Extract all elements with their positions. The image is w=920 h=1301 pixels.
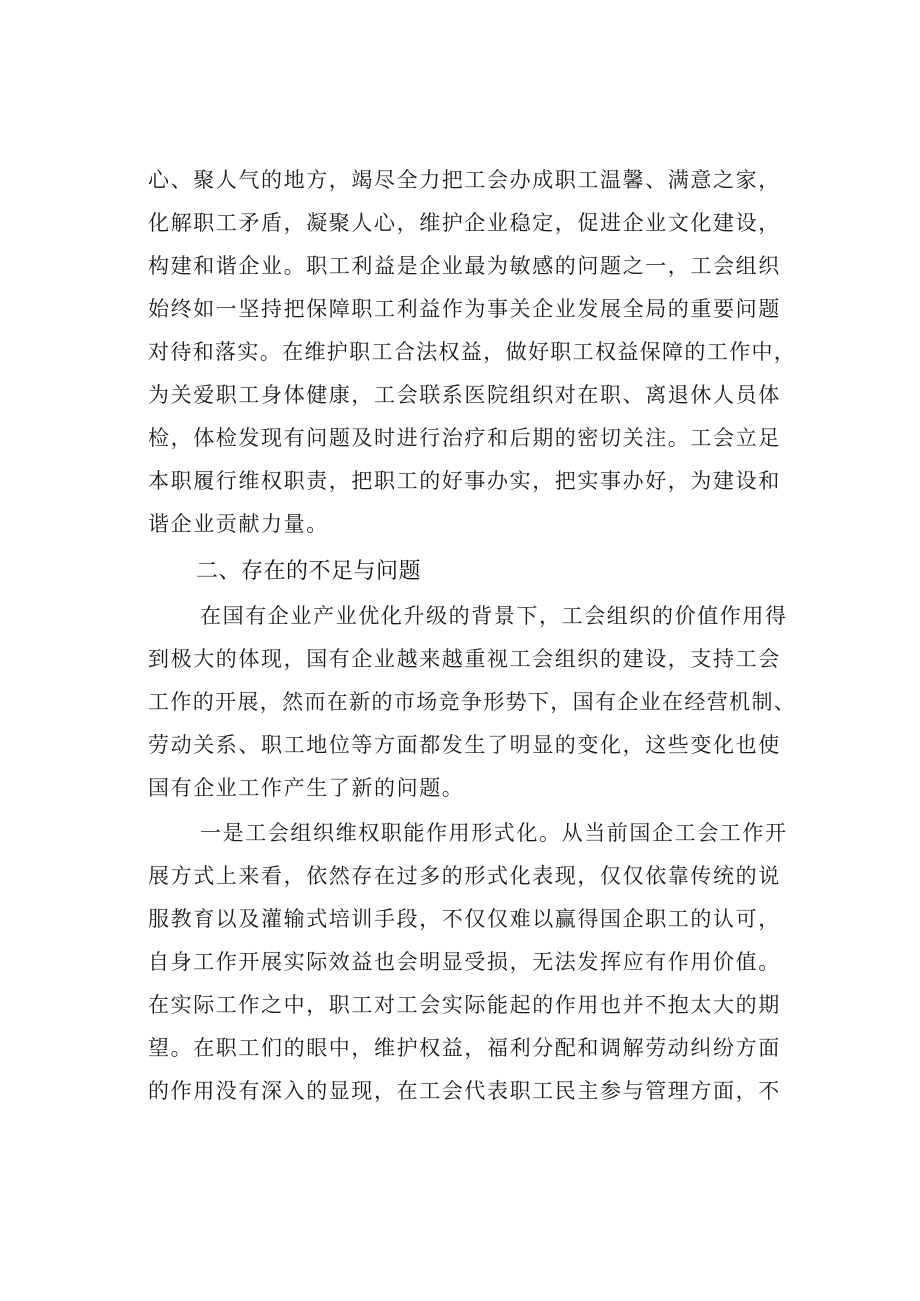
paragraph-1-line-8: 本职履行维权职责，把职工的好事办实，把实事办好，为建设和 bbox=[148, 469, 781, 493]
paragraph-1-line-4: 始终如一坚持把保障职工利益作为事关企业发展全局的重要问题 bbox=[148, 297, 781, 321]
paragraph-1-line-9: 谐企业贡献力量。 bbox=[148, 512, 329, 536]
paragraph-1-line-6: 为关爱职工身体健康，工会联系医院组织对在职、离退休人员体 bbox=[148, 383, 781, 407]
paragraph-3-line-4: 自身工作开展实际效益也会明显受损，无法发挥应有作用价值。 bbox=[148, 950, 781, 974]
paragraph-3-line-6: 望。在职工们的眼中，维护权益，福利分配和调解劳动纠纷方面 bbox=[148, 1036, 781, 1060]
paragraph-1-line-1: 心、聚人气的地方，竭尽全力把工会办成职工温馨、满意之家， bbox=[148, 168, 781, 192]
paragraph-1-line-2: 化解职工矛盾，凝聚人心，维护企业稳定，促进企业文化建设， bbox=[148, 211, 781, 235]
paragraph-2-line-5: 国有企业工作产生了新的问题。 bbox=[148, 776, 465, 800]
paragraph-3-line-2: 展方式上来看，依然存在过多的形式化表现，仅仅依靠传统的说 bbox=[148, 864, 781, 888]
paragraph-1-line-3: 构建和谐企业。职工利益是企业最为敏感的问题之一，工会组织 bbox=[148, 254, 781, 278]
paragraph-1-line-5: 对待和落实。在维护职工合法权益，做好职工权益保障的工作中， bbox=[148, 340, 797, 364]
paragraph-3-line-3: 服教育以及灌输式培训手段，不仅仅难以赢得国企职工的认可， bbox=[148, 907, 781, 931]
paragraph-2-line-2: 到极大的体现，国有企业越来越重视工会组织的建设，支持工会 bbox=[148, 647, 781, 671]
paragraph-2-line-4: 劳动关系、职工地位等方面都发生了明显的变化，这些变化也使 bbox=[148, 733, 781, 757]
section-heading: 二、存在的不足与问题 bbox=[196, 559, 422, 584]
paragraph-2-line-1: 在国有企业产业优化升级的背景下，工会组织的价值作用得 bbox=[200, 604, 788, 628]
paragraph-2-line-3: 工作的开展，然而在新的市场竞争形势下，国有企业在经营机制、 bbox=[148, 690, 797, 714]
paragraph-1-line-7: 检，体检发现有问题及时进行治疗和后期的密切关注。工会立足 bbox=[148, 426, 781, 450]
paragraph-3-line-5: 在实际工作之中，职工对工会实际能起的作用也并不抱太大的期 bbox=[148, 993, 781, 1017]
paragraph-3-line-7: 的作用没有深入的显现，在工会代表职工民主参与管理方面，不 bbox=[148, 1079, 781, 1103]
paragraph-3-line-1: 一是工会组织维权职能作用形式化。从当前国企工会工作开 bbox=[200, 821, 788, 845]
